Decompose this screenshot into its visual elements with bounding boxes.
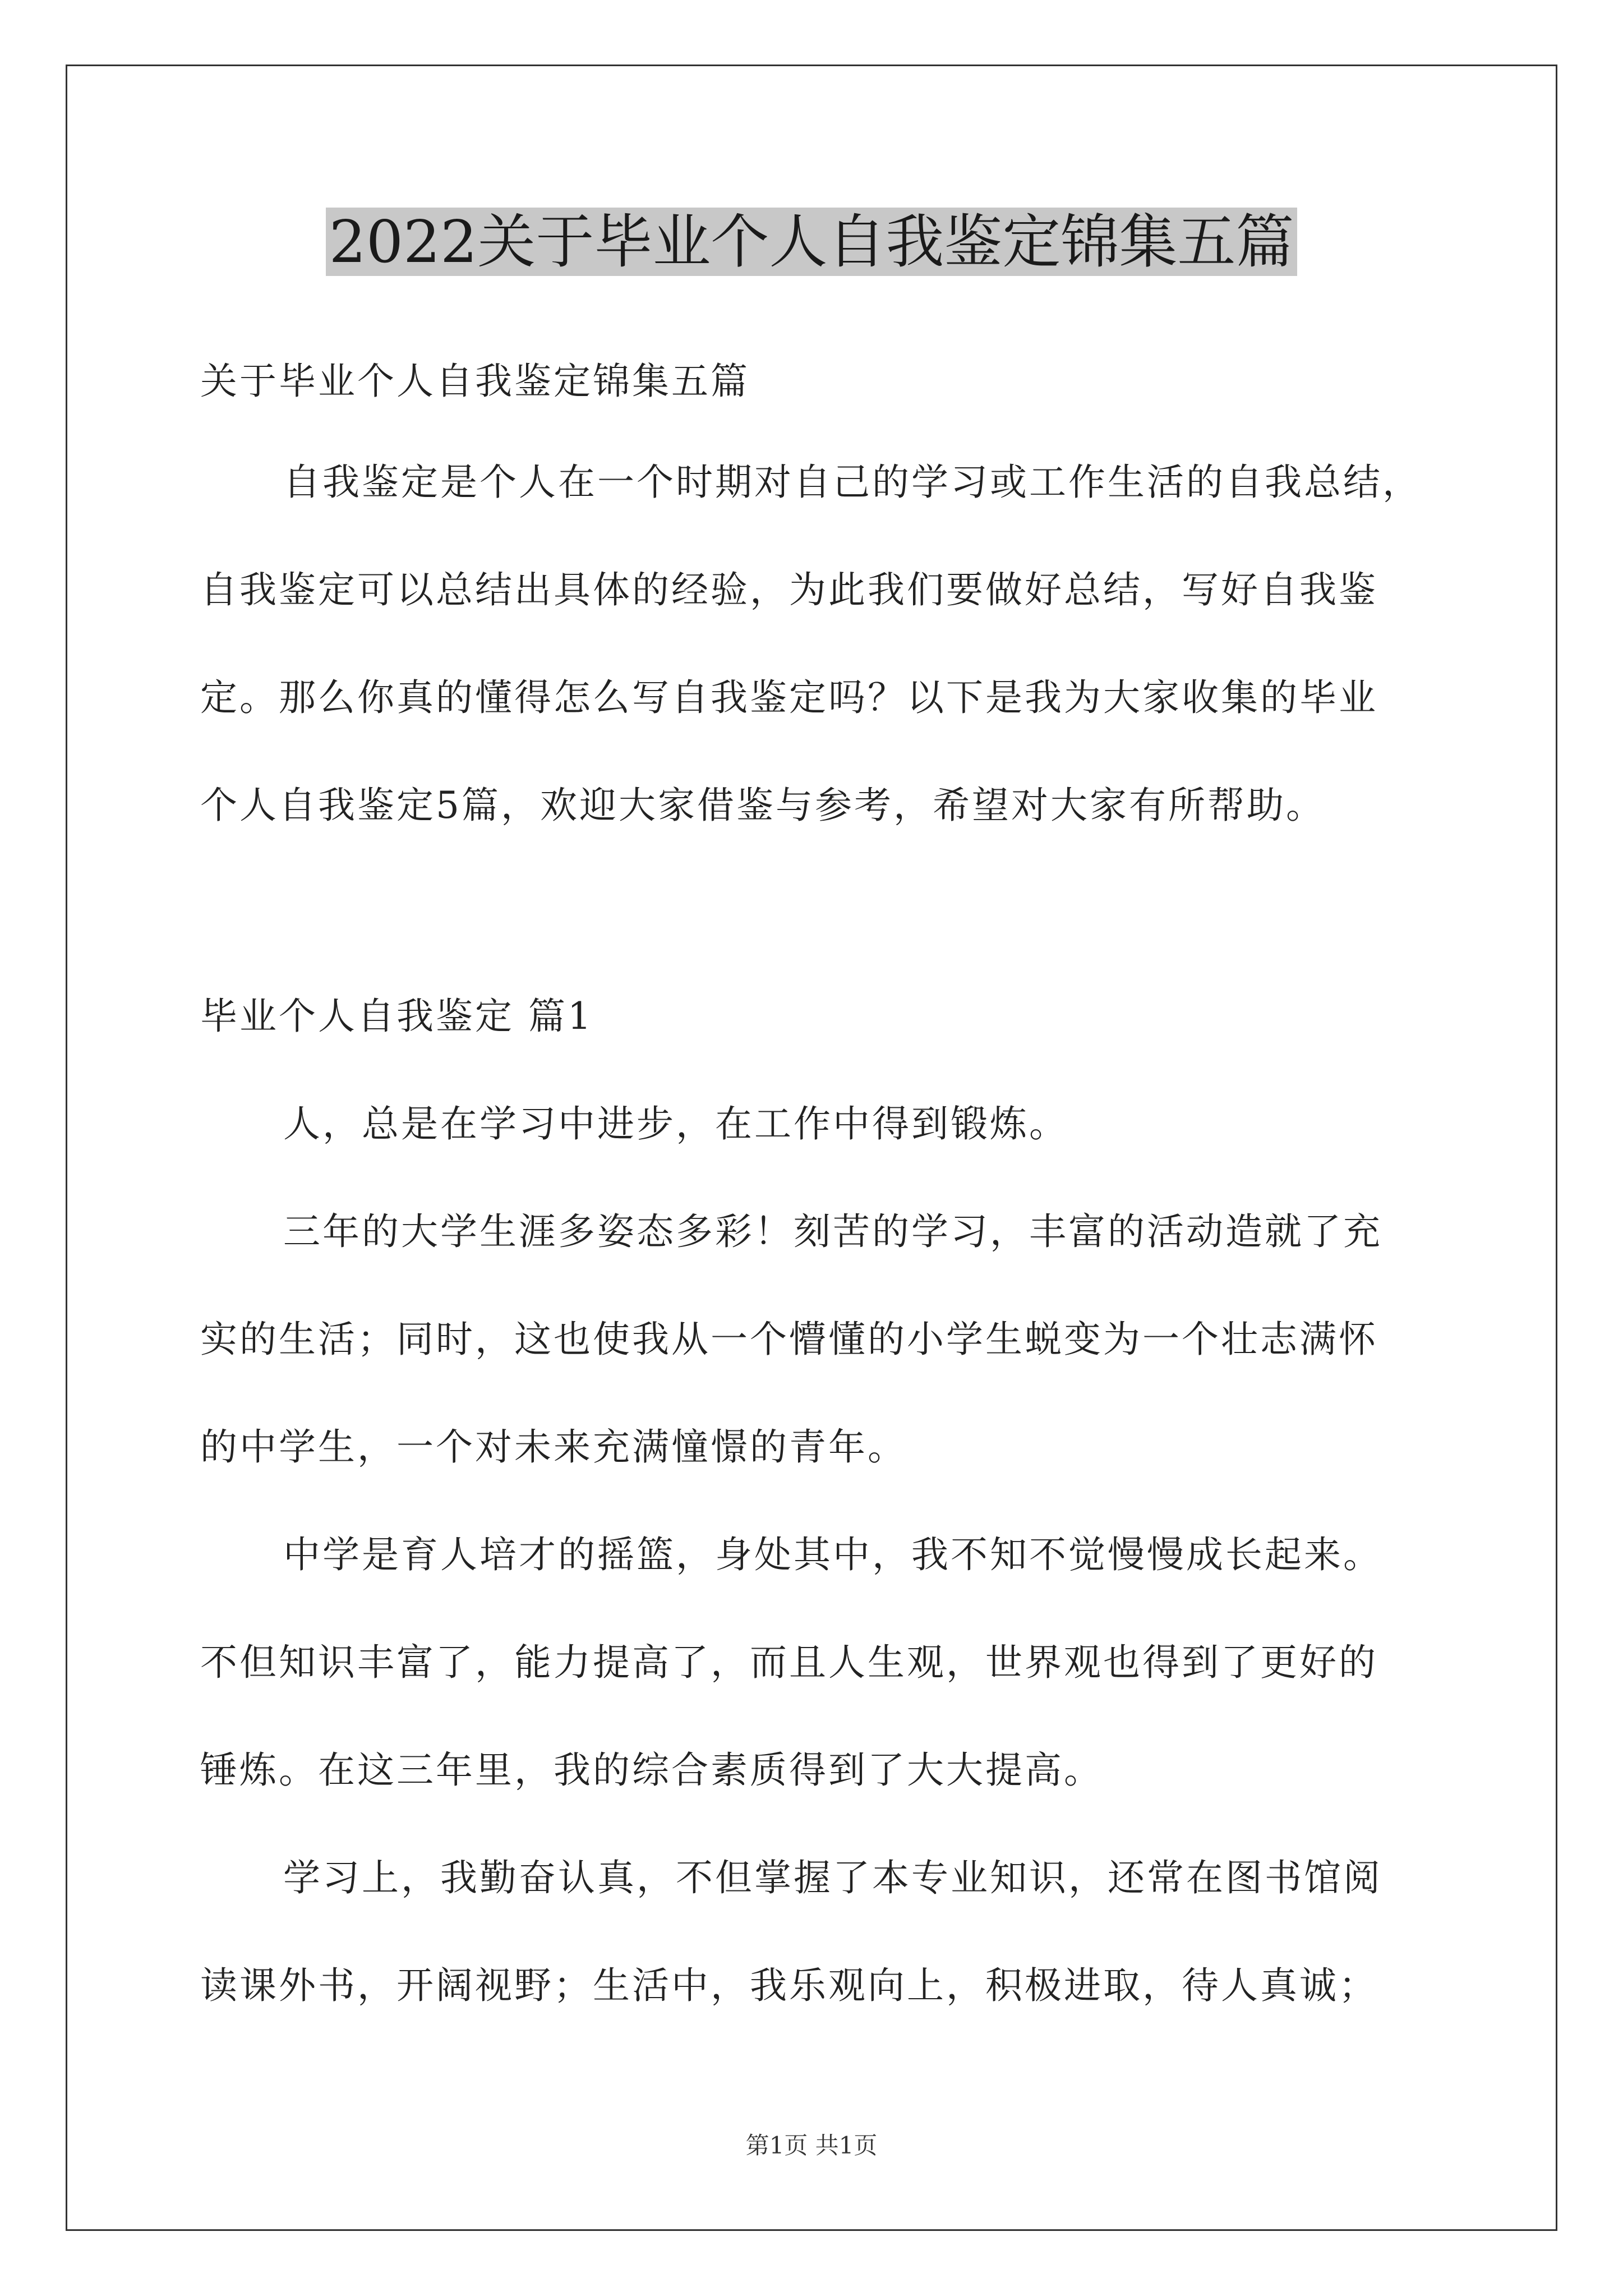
paragraph-line: 读课外书，开阔视野；生活中，我乐观向上，积极进取，待人真诚；: [200, 1964, 1378, 2007]
document-subtitle: 关于毕业个人自我鉴定锦集五篇: [200, 360, 750, 403]
paragraph-line: 不但知识丰富了，能力提高了，而且人生观，世界观也得到了更好的: [200, 1641, 1378, 1684]
document-title: 2022关于毕业个人自我鉴定锦集五篇: [326, 208, 1298, 276]
page-footer: 第1页 共1页: [745, 2132, 878, 2159]
paragraph-line: 三年的大学生涯多姿态多彩！刻苦的学习，丰富的活动造就了充: [283, 1210, 1382, 1253]
paragraph-line: 自我鉴定可以总结出具体的经验，为此我们要做好总结，写好自我鉴: [200, 568, 1378, 611]
paragraph-line: 的中学生，一个对未来充满憧憬的青年。: [200, 1425, 907, 1469]
paragraph-line: 实的生活；同时，这也使我从一个懵懂的小学生蜕变为一个壮志满怀: [200, 1318, 1378, 1361]
paragraph-line: 人，总是在学习中进步，在工作中得到锻炼。: [283, 1102, 1068, 1145]
paragraph-line: 学习上，我勤奋认真，不但掌握了本专业知识，还常在图书馆阅: [283, 1856, 1382, 1899]
paragraph-line: 锤炼。在这三年里，我的综合素质得到了大大提高。: [200, 1749, 1103, 1792]
paragraph-line: 个人自我鉴定5篇，欢迎大家借鉴与参考，希望对大家有所帮助。: [200, 784, 1325, 827]
paragraph-line: 定。那么你真的懂得怎么写自我鉴定吗？以下是我为大家收集的毕业: [200, 676, 1378, 719]
paragraph-line: 自我鉴定是个人在一个时期对自己的学习或工作生活的自我总结，: [283, 461, 1422, 504]
section-heading: 毕业个人自我鉴定 篇1: [200, 995, 593, 1038]
title-container: [0, 208, 1623, 276]
paragraph-line: 中学是育人培才的摇篮，身处其中，我不知不觉慢慢成长起来。: [283, 1533, 1382, 1576]
